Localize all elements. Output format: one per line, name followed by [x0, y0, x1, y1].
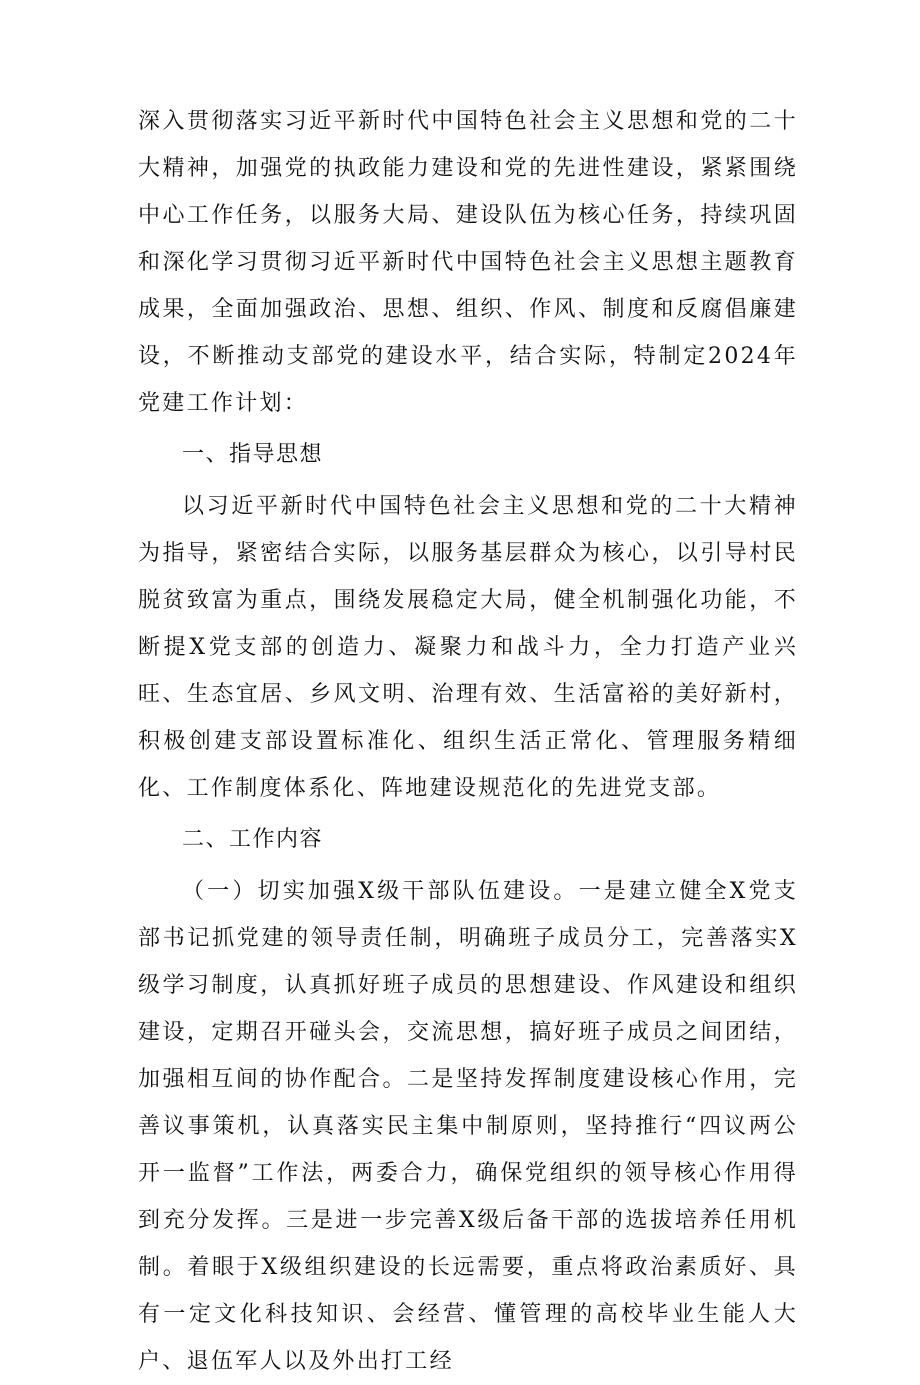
guiding-ideology-paragraph: 以习近平新时代中国特色社会主义思想和党的二十大精神为指导，紧密结合实际，以服务基层群众为核心，以引导村民脱贫致富为重点，围绕发展稳定大局，健全机制强化功能，不断提X党支部的创造力、凝聚力和战斗力，全力打造产业兴旺、生态宜居、乡风文明、治理有效、生活富裕的美好新村，积极创建支部设置标准化、组织生活正常化、管理服务精细化、工作制度体系化、阵地建设规范化的先进党支部。	[138, 494, 798, 801]
intro-paragraph: 深入贯彻落实习近平新时代中国特色社会主义思想和党的二十大精神，加强党的执政能力建设和党的先进性建设，紧紧围绕中心工作任务，以服务大局、建设队伍为核心任务，持续巩固和深化学习贯彻习近平新时代中国特色社会主义思想主题教育成果，全面加强政治、思想、组织、作风、制度和反腐倡廉建设，不断推动支部党的建设水平，结合实际，特制定2024年党建工作计划：	[138, 109, 798, 416]
section-heading-work-content: 二、工作内容	[182, 827, 324, 852]
section-heading-guiding-ideology: 一、指导思想	[182, 442, 324, 467]
document-page	[138, 98, 798, 1385]
work-content-paragraph: （一）切实加强X级干部队伍建设。一是建立健全X党支部书记抓党建的领导责任制，明确班子成员分工，完善落实X级学习制度，认真抓好班子成员的思想建设、作风建设和组织建设，定期召开碰头会，交流思想，搞好班子成员之间团结，加强相互间的协作配合。二是坚持发挥制度建设核心作用，完善议事策机，认真落实民主集中制原则，坚持推行“四议两公开一监督”工作法，两委合力，确保党组织的领导核心作用得到充分发挥。三是进一步完善X级后备干部的选拔培养任用机制。着眼于X级组织建设的长远需要，重点将政治素质好、具有一定文化科技知识、会经营、懂管理的高校毕业生能人大户、退伍军人以及外出打工经	[138, 879, 798, 1374]
